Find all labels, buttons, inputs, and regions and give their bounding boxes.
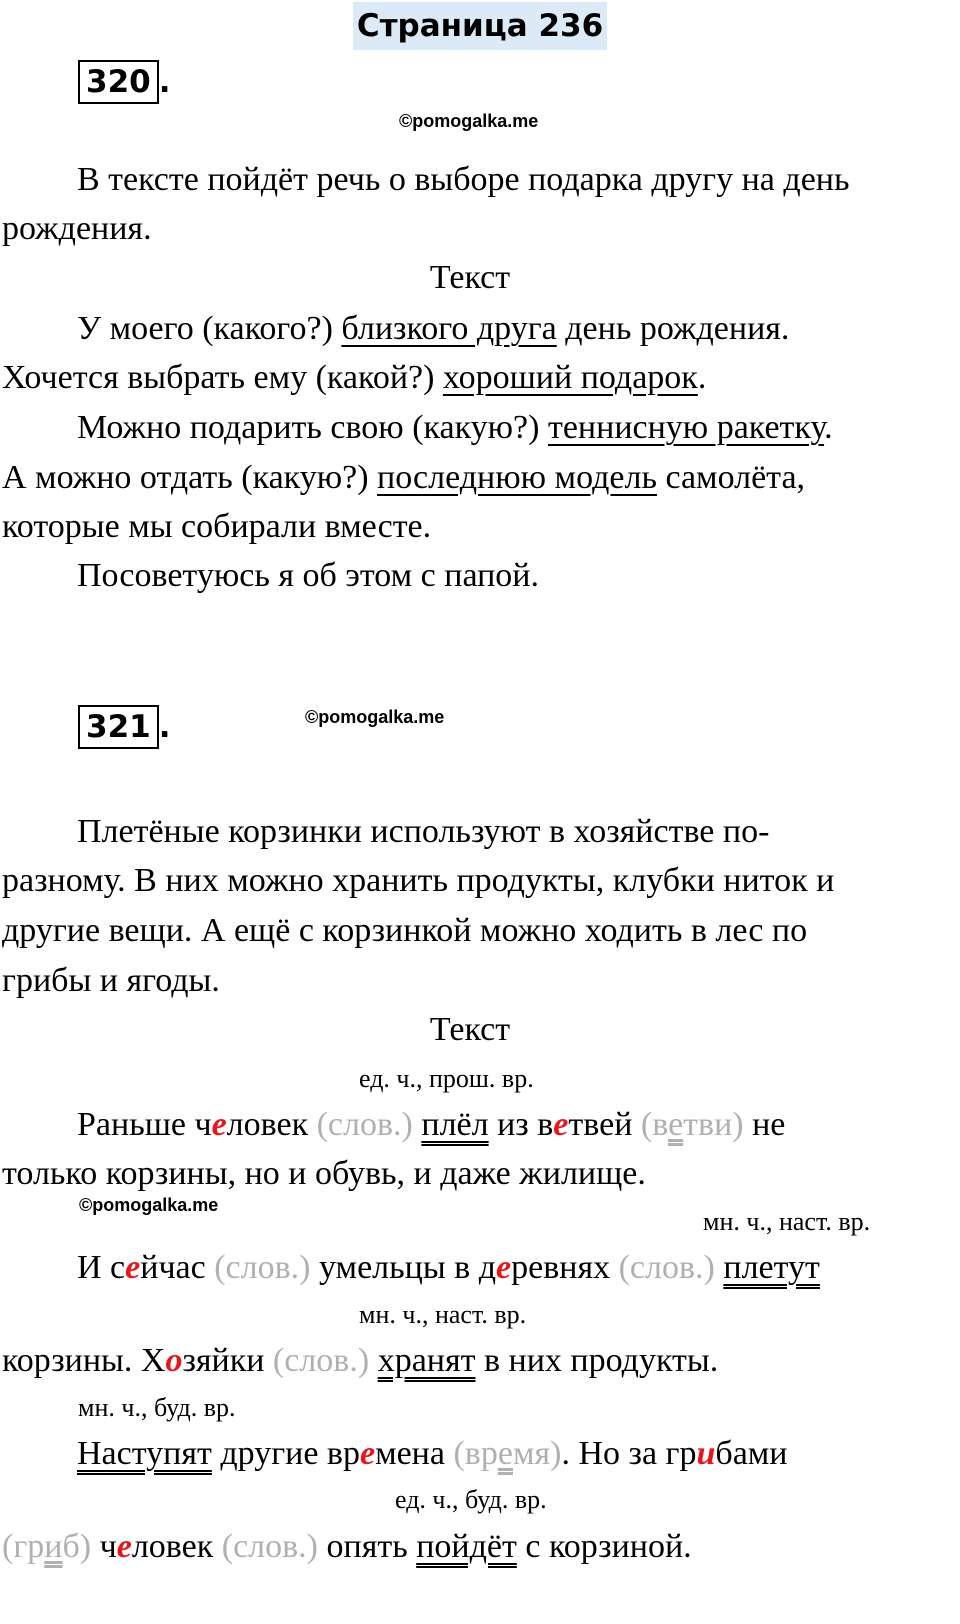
watermark: ©pomogalka.me bbox=[79, 1195, 219, 1215]
exercise-number-box: 320 bbox=[78, 60, 159, 104]
ex321-paragraph-line-1: Плетёные корзинки используют в хозяйстве по- bbox=[77, 813, 770, 850]
grammar-annotation: мн. ч., наст. вр. bbox=[359, 1300, 527, 1329]
watermark: ©pomogalka.me bbox=[305, 707, 445, 727]
predicate: плетут bbox=[723, 1249, 820, 1286]
ex321-sentence-1: Раньше человек (слов.) плёл из ветвей (ветви) не bbox=[77, 1106, 786, 1143]
predicate: хранят bbox=[377, 1342, 476, 1379]
watermark: ©pomogalka.me bbox=[399, 111, 539, 131]
ex321-paragraph-line-3: другие вещи. А ещё с корзинкой можно ходить в лес по bbox=[2, 912, 808, 949]
exercise-number-dot: . bbox=[158, 709, 171, 745]
underlined-phrase: теннисную ракетку bbox=[547, 409, 825, 446]
predicate: пойдёт bbox=[416, 1528, 517, 1565]
grammar-annotation: мн. ч., наст. вр. bbox=[703, 1207, 871, 1236]
ex320-intro-line-2: рождения. bbox=[2, 210, 152, 247]
ex321-sentence-3: корзины. Хозяйки (слов.) хранят в них продукты. bbox=[2, 1342, 719, 1379]
exercise-number-dot: . bbox=[158, 64, 171, 100]
ex320-text-heading: Текст bbox=[429, 259, 511, 296]
exercise-321-number bbox=[78, 705, 171, 749]
ex321-text-heading: Текст bbox=[429, 1011, 511, 1048]
ex320-text-line-6: Посоветуюсь я об этом с папой. bbox=[77, 557, 539, 594]
page-header bbox=[0, 2, 960, 50]
grammar-annotation: ед. ч., буд. вр. bbox=[395, 1485, 547, 1514]
ex320-intro-line-1: В тексте пойдёт речь о выборе подарка другу на день bbox=[77, 161, 850, 198]
ex321-paragraph-line-2: разному. В них можно хранить продукты, клубки ниток и bbox=[2, 862, 835, 899]
ex321-sentence-4: Наступят другие времена (время). Но за грибами bbox=[77, 1435, 788, 1472]
predicate: Наступят bbox=[77, 1435, 212, 1472]
ex321-sentence-2: И сейчас (слов.) умельцы в деревнях (слов.) плетут bbox=[77, 1249, 820, 1286]
ex320-text-line-1: У моего (какого?) близкого друга день рождения. bbox=[77, 310, 790, 347]
underlined-phrase: хороший подарок bbox=[442, 359, 698, 396]
grammar-annotation: мн. ч., буд. вр. bbox=[78, 1393, 236, 1422]
ex320-text-line-4: А можно отдать (какую?) последнюю модель самолёта, bbox=[2, 459, 806, 496]
ex320-text-line-3: Можно подарить свою (какую?) теннисную ракетку. bbox=[77, 409, 833, 446]
page-title: Страница 236 bbox=[353, 2, 607, 50]
predicate: плёл bbox=[421, 1106, 489, 1143]
underlined-phrase: близкого друга bbox=[341, 310, 557, 347]
ex320-text-line-5: которые мы собирали вместе. bbox=[2, 508, 432, 545]
ex321-sentence-1-line-2: только корзины, но и обувь, и даже жилище. bbox=[2, 1155, 646, 1192]
underlined-phrase: последнюю модель bbox=[377, 459, 657, 496]
ex320-text-line-2: Хочется выбрать ему (какой?) хороший подарок. bbox=[2, 359, 707, 396]
ex321-sentence-5: (гриб) человек (слов.) опять пойдёт с корзиной. bbox=[2, 1528, 692, 1565]
exercise-320-number bbox=[78, 60, 171, 104]
exercise-number-box: 321 bbox=[78, 705, 159, 749]
ex321-paragraph-line-4: грибы и ягоды. bbox=[2, 962, 220, 999]
grammar-annotation: ед. ч., прош. вр. bbox=[359, 1064, 534, 1093]
